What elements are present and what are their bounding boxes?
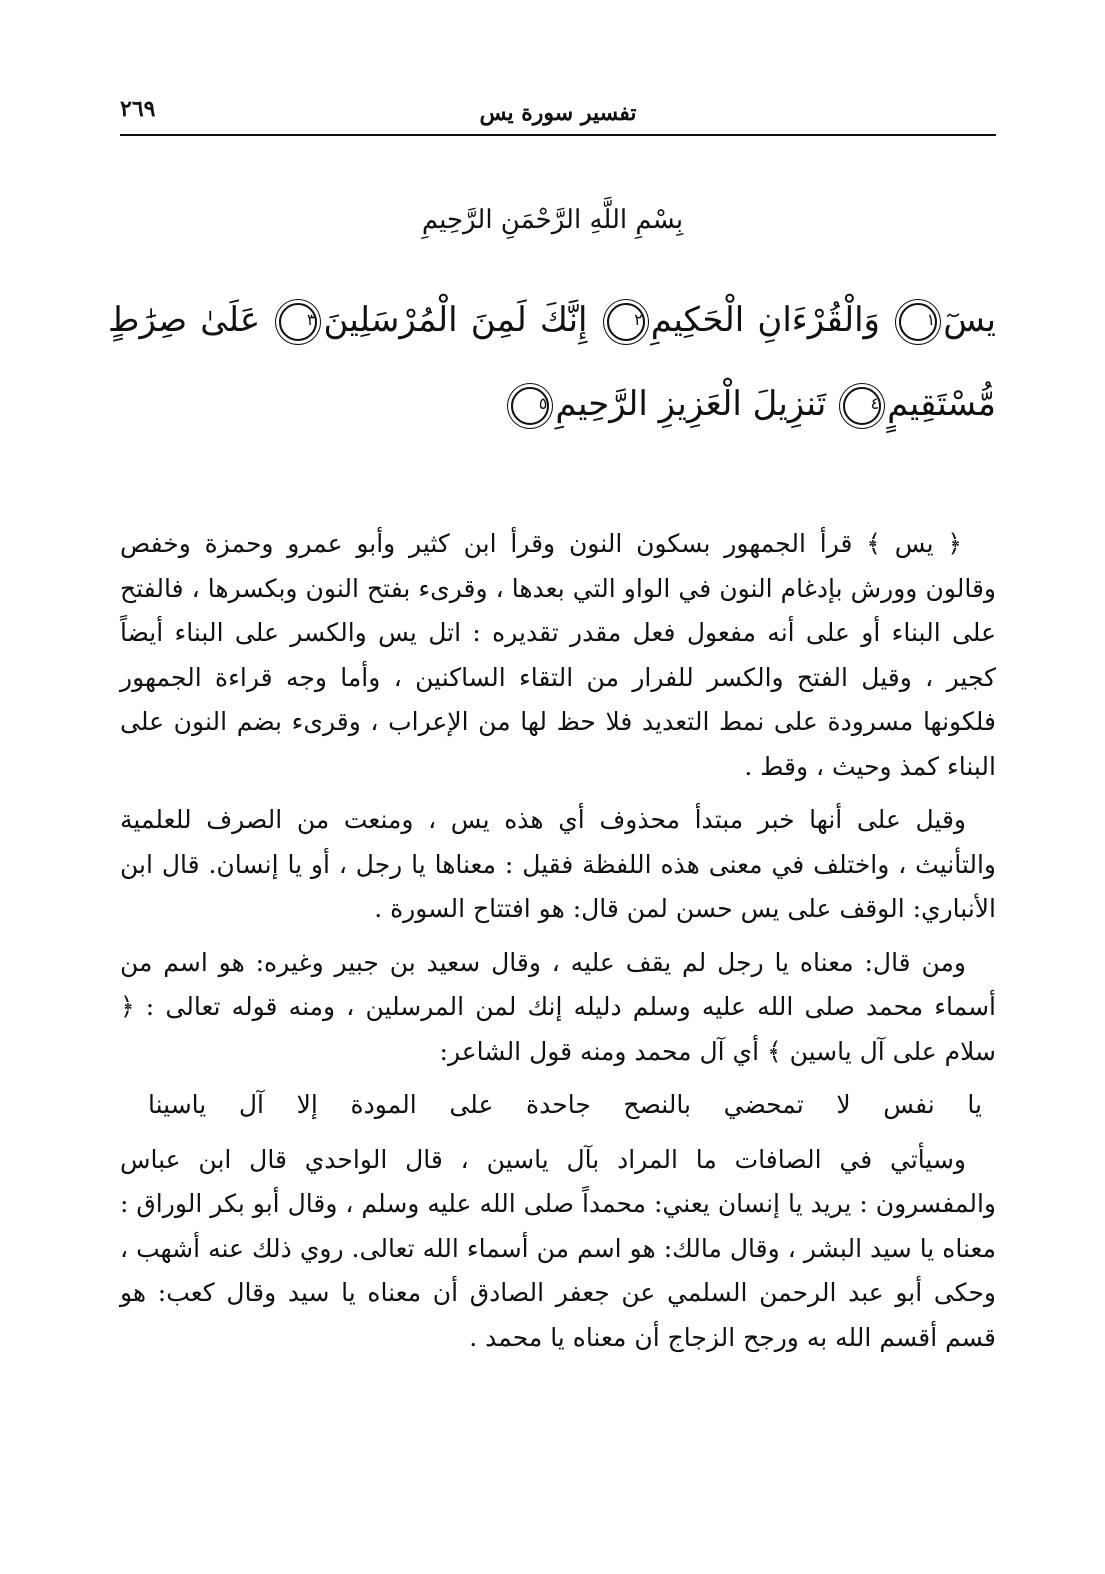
verse-text: عَلَىٰ صِرَٰطٍ مُّسْتَقِيمٍ	[108, 300, 996, 424]
page-number: ٢٦٩	[120, 96, 156, 122]
commentary-paragraph: وسيأتي في الصافات ما المراد بآل ياسين ، قال الواحدي قال ابن عباس والمفسرون : يريد يا إنسان يعني: محمداً صلى الله عليه وسلم ، وقال أبو بكر الوراق : معناه يا سيد البشر ، وقال مالك: هو اسم من أسماء الله تعالى. روي ذلك عنه أشهب ، وحكى أبو عبد الرحمن السلمي عن جعفر الصادق أن معناه يا سيد وقال كعب: هو قسم أقسم الله به ورجح الزجاج أن معناه يا محمد .	[120, 1144, 996, 1352]
page-header	[120, 92, 996, 138]
verse-number-marker: ٥	[511, 387, 549, 425]
verse-text: يسٓ	[943, 300, 997, 340]
verse-text: إِنَّكَ لَمِنَ الْمُرْسَلِينَ	[323, 300, 588, 340]
running-title: تفسير سورة يس	[479, 100, 637, 126]
commentary-body	[120, 522, 996, 1369]
commentary-paragraph: وقيل على أنها خبر مبتدأ محذوف أي هذه يس ، ومنعت من الصرف للعلمية والتأنيث ، واختلف في معنى هذه اللفظة فقيل : معناها يا رجل ، أو يا إنسان. قال ابن الأنباري: الوقف على يس حسن لمن قال: هو افتتاح السورة .	[120, 805, 996, 923]
verse-text: وَالْقُرْءَانِ الْحَكِيمِ	[650, 300, 880, 340]
basmala: بِسْمِ اللَّهِ الرَّحْمَنِ الرَّحِيمِ	[421, 205, 684, 235]
verse-number-marker: ٤	[843, 387, 881, 425]
verse-number-marker: ١	[899, 303, 937, 341]
commentary-paragraph: ومن قال: معناه يا رجل لم يقف عليه ، وقال سعيد بن جبير وغيره: هو اسم من أسماء محمد صلى الله عليه وسلم دليله إنك لمن المرسلين ، ومنه قوله تعالى : ﴿ سلام على آل ياسين ﴾ أي آل محمد ومنه قول الشاعر:	[120, 947, 996, 1066]
verse-number-marker: ٢	[607, 303, 645, 341]
poetry-verse: يا نفس لا تمحضي بالنصح جاحدة على المودة إلا آل ياسينا	[148, 1090, 982, 1119]
header-rule	[120, 134, 996, 136]
verse-number-marker: ٣	[279, 303, 317, 341]
quran-verses	[108, 278, 996, 446]
verse-text: تَنزِيلَ الْعَزِيزِ الرَّحِيمِ	[555, 384, 827, 424]
commentary-paragraph: ﴿ يس ﴾ قرأ الجمهور بسكون النون وقرأ ابن كثير وأبو عمرو وحمزة وخفص وقالون وورش بإدغام النون في الواو التي بعدها ، وقرىء بفتح النون وبكسرها ، فالفتح على البناء أو على أنه مفعول فعل مقدر تقديره : اتل يس والكسر على البناء أيضاً كجير ، وقيل الفتح والكسر للفرار من التقاء الساكنين ، وأما وجه قراءة الجمهور فلكونها مسرودة على نمط التعديد فلا حظ لها من الإعراب ، وقرىء بضم النون على البناء كمذ وحيث ، وقط .	[120, 529, 996, 781]
